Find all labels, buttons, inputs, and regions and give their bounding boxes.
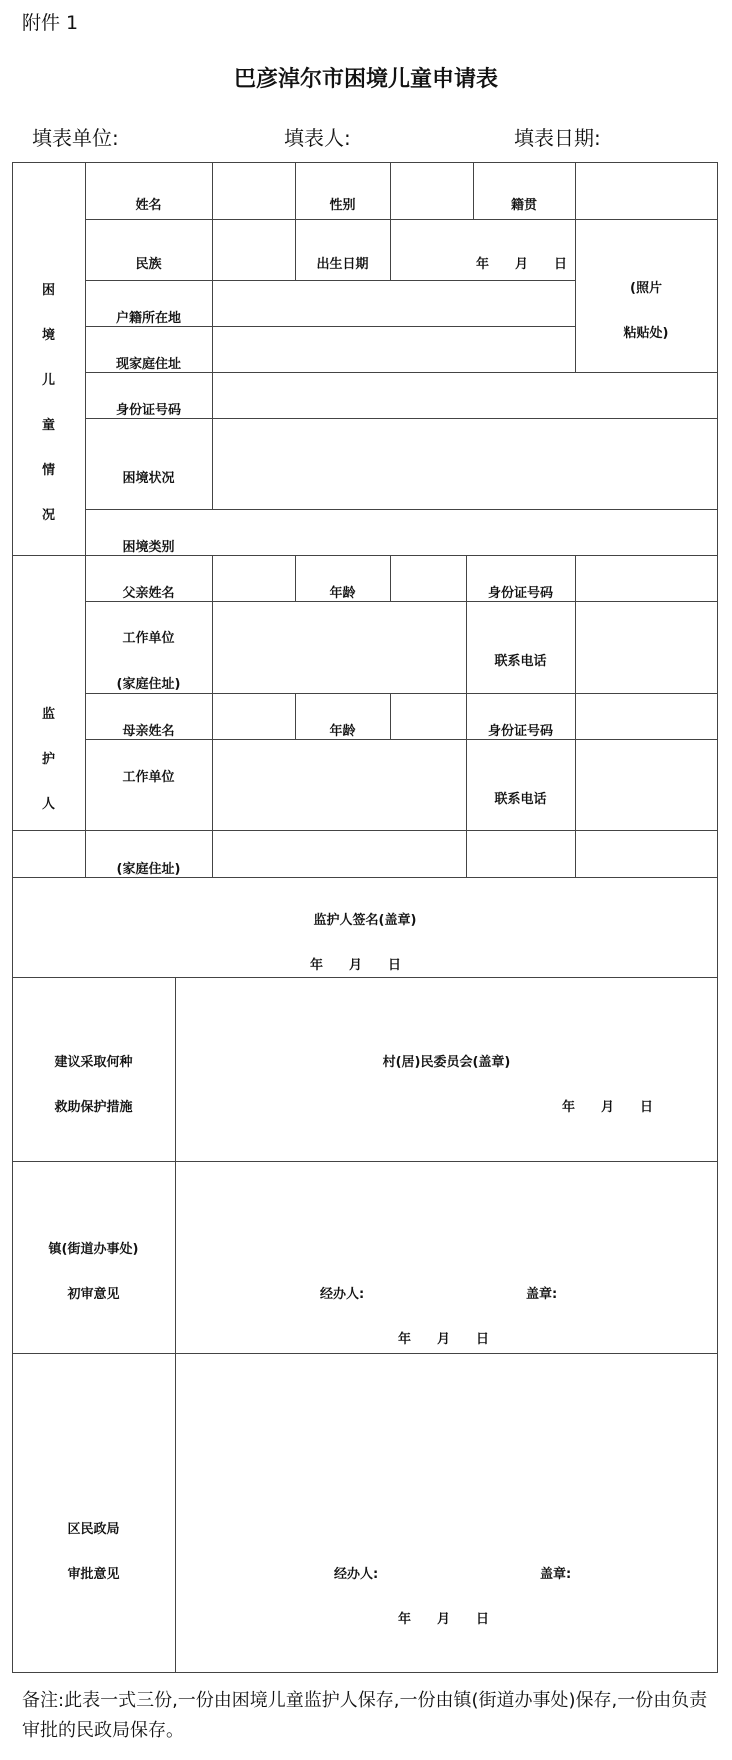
header-unit: 填表单位: [32, 126, 119, 150]
bureau-handler-label: 经办人: [334, 1567, 379, 1582]
child-side-char: 童 [41, 418, 55, 433]
town-label-2: 初审意见 [67, 1287, 120, 1302]
bureau-seal-label: 盖章: [540, 1567, 572, 1582]
note-text: 备注:此表一式三份,一份由困境儿童监护人保存,一份由镇(街道办事处)保存,一份由负责审批的民政局保存。 [22, 1690, 708, 1741]
child-section-label [12, 268, 85, 538]
mother-id-label: 身份证号码 [487, 724, 553, 739]
annex-label: 附件 1 [22, 12, 79, 34]
guardian-side-char: 人 [41, 797, 55, 812]
mother-name-label: 母亲姓名 [122, 724, 175, 739]
guardian-side-char: 监 [41, 707, 55, 722]
bureau-label: 区民政局 [67, 1522, 120, 1537]
father-work-unit-label: 工作单位 [122, 631, 175, 646]
name-label: 姓名 [135, 198, 162, 213]
child-side-char: 况 [41, 508, 55, 523]
category-label: 困境类别 [122, 540, 175, 555]
guardian-side-char: 护 [41, 752, 55, 767]
form-title: 巴彦淖尔市困境儿童申请表 [233, 66, 498, 92]
measures-label: 建议采取何种 [54, 1055, 133, 1070]
guardian-signature-date: 年 月 日 [310, 958, 402, 973]
measures-label-2: 救助保护措施 [54, 1100, 133, 1115]
hukou-label: 户籍所在地 [115, 311, 181, 326]
town-date: 年 月 日 [398, 1332, 490, 1347]
gender-label: 性别 [329, 198, 356, 213]
mother-age-label: 年龄 [329, 724, 356, 739]
committee-seal-label: 村(居)民委员会(盖章) [382, 1055, 511, 1070]
child-side-char: 境 [41, 328, 55, 343]
guardian-section-label [12, 692, 85, 827]
mother-home-address-label: (家庭住址) [116, 862, 181, 877]
photo-label-2: 粘贴处) [623, 326, 669, 341]
town-label: 镇(街道办事处) [48, 1242, 139, 1257]
mother-phone-label: 联系电话 [494, 792, 547, 807]
father-phone-label: 联系电话 [494, 654, 547, 669]
child-side-char: 儿 [41, 373, 55, 388]
father-name-label: 父亲姓名 [122, 586, 175, 601]
address-label: 现家庭住址 [115, 357, 181, 372]
committee-date: 年 月 日 [562, 1100, 654, 1115]
ethnicity-label: 民族 [135, 257, 162, 272]
id-number-label: 身份证号码 [115, 403, 181, 418]
header-filler: 填表人: [284, 126, 351, 150]
header-date: 填表日期: [514, 126, 601, 150]
mother-work-unit-label: 工作单位 [122, 770, 175, 785]
birth-date-fill: 年 月 日 [476, 257, 568, 272]
bureau-date: 年 月 日 [398, 1612, 490, 1627]
native-place-label: 籍贯 [510, 198, 537, 213]
photo-label: (照片 [630, 281, 662, 296]
child-side-char: 困 [41, 283, 55, 298]
father-id-label: 身份证号码 [487, 586, 553, 601]
guardian-signature-label: 监护人签名(盖章) [313, 913, 417, 928]
bureau-label-2: 审批意见 [67, 1567, 120, 1582]
birth-date-label: 出生日期 [316, 257, 369, 272]
town-seal-label: 盖章: [526, 1287, 558, 1302]
situation-label: 困境状况 [122, 471, 175, 486]
child-side-char: 情 [41, 463, 55, 478]
town-handler-label: 经办人: [320, 1287, 365, 1302]
father-age-label: 年龄 [329, 586, 356, 601]
father-home-address-label: (家庭住址) [116, 677, 181, 692]
